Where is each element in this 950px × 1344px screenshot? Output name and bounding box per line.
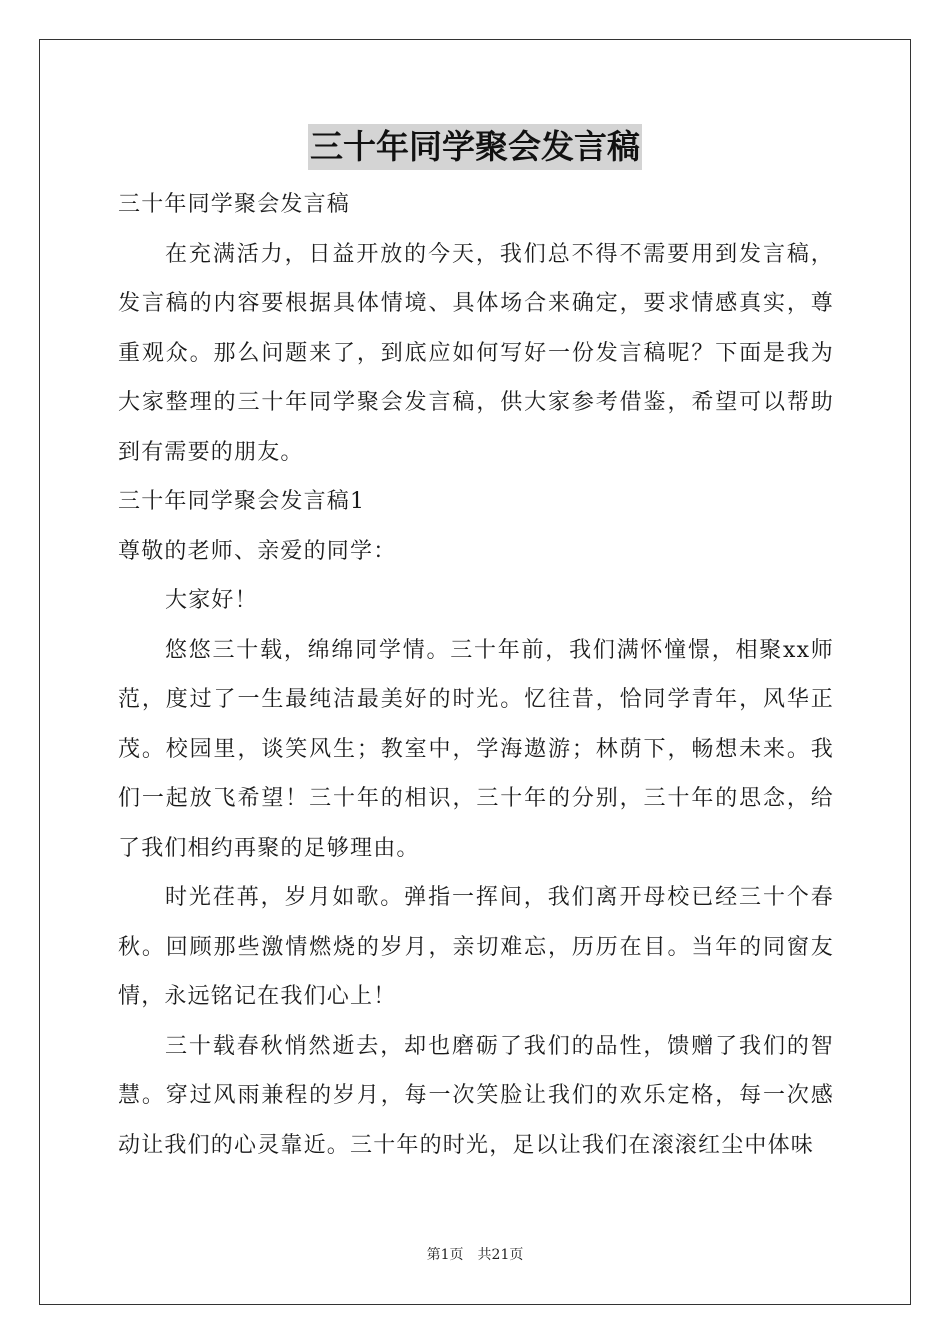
paragraph: 尊敬的老师、亲爱的同学： (118, 538, 397, 564)
paragraph: 时光荏苒，岁月如歌。弹指一挥间，我们离开母校已经三十个春秋。回顾那些激情燃烧的岁月，亲切难忘，历历在目。当年的同窗友情，永远铭记在我们心上！ (118, 885, 834, 1009)
paragraph: 大家好！ (165, 588, 258, 613)
paragraph: 三十年同学聚会发言稿 (118, 192, 351, 217)
document-title: 三十年同学聚会发言稿 (308, 124, 642, 170)
document-body (118, 180, 834, 1170)
paragraph: 三十载春秋悄然逝去，却也磨砺了我们的品性，馈赠了我们的智慧。穿过风雨兼程的岁月，每一次笑脸让我们的欢乐定格，每一次感动让我们的心灵靠近。三十年的时光，足以让我们在滚滚红尘中体味 (118, 1033, 834, 1158)
page-footer: 第1页 共21页 (426, 1247, 524, 1263)
title-container (0, 124, 950, 170)
paragraph: 在充满活力，日益开放的今天，我们总不得不需要用到发言稿，发言稿的内容要根据具体情境、具体场合来确定，要求情感真实，尊重观众。那么问题来了，到底应如何写好一份发言稿呢？下面是我为大家整理的三十年同学聚会发言稿，供大家参考借鉴，希望可以帮助到有需要的朋友。 (118, 241, 834, 465)
paragraph: 悠悠三十载，绵绵同学情。三十年前，我们满怀憧憬，相聚xx师范，度过了一生最纯洁最美好的时光。忆往昔，恰同学青年，风华正茂。校园里，谈笑风生；教室中，学海遨游；林荫下，畅想未来。我们一起放飞希望！三十年的相识，三十年的分别，三十年的思念，给了我们相约再聚的足够理由。 (118, 637, 834, 861)
paragraph: 三十年同学聚会发言稿1 (118, 489, 366, 514)
